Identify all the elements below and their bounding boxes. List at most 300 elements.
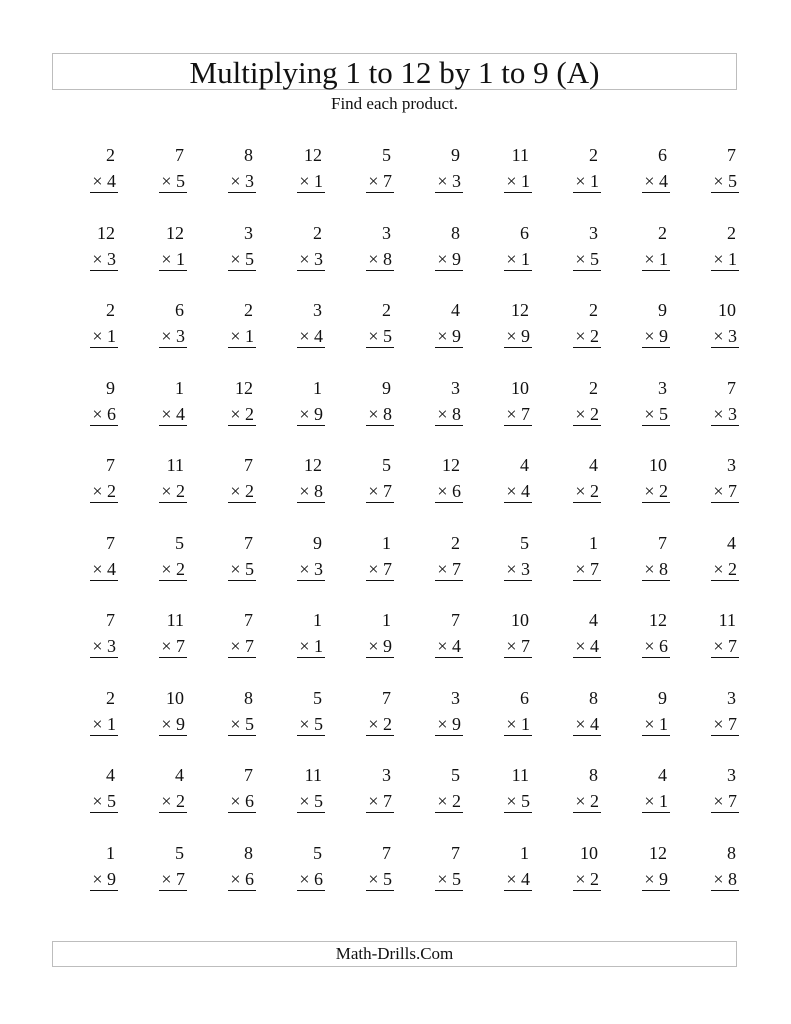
multiplier-line xyxy=(573,170,601,193)
multiplicand: 9 xyxy=(382,377,391,398)
multiplication-problem xyxy=(687,144,756,222)
multiplicand: 2 xyxy=(382,300,391,320)
multiplicand: 7 xyxy=(451,842,460,863)
multiplicand: 1 xyxy=(313,377,322,398)
multiplier: 2 xyxy=(107,481,116,501)
multiplier: 1 xyxy=(659,248,668,269)
multiplication-problem xyxy=(342,454,411,532)
multiplier: 1 xyxy=(107,713,116,734)
times-sign: × xyxy=(230,326,241,346)
times-sign: × xyxy=(437,558,448,579)
multiplier-line xyxy=(573,635,601,658)
multiplier-line xyxy=(435,635,463,658)
times-sign: × xyxy=(713,481,724,501)
multiplication-problem xyxy=(204,222,273,300)
multiplicand: 1 xyxy=(382,532,391,553)
times-sign: × xyxy=(299,791,310,811)
multiplicand: 10 xyxy=(166,687,184,708)
multiplier-line xyxy=(573,713,601,736)
times-sign: × xyxy=(644,791,655,811)
times-sign: × xyxy=(575,636,586,656)
multiplication-problem xyxy=(411,532,480,610)
multiplicand: 3 xyxy=(589,222,598,243)
times-sign: × xyxy=(437,481,448,501)
multiplication-problem xyxy=(66,842,135,920)
times-sign: × xyxy=(92,868,103,889)
multiplier: 7 xyxy=(728,713,737,734)
multiplier-line xyxy=(228,790,256,813)
multiplication-problem xyxy=(687,842,756,920)
times-sign: × xyxy=(506,558,517,579)
multiplier-line xyxy=(573,868,601,891)
multiplicand: 9 xyxy=(658,687,667,708)
multiplier-line xyxy=(228,480,256,503)
multiplicand: 1 xyxy=(520,842,529,863)
multiplier: 3 xyxy=(107,636,116,656)
multiplier: 1 xyxy=(521,248,530,269)
multiplication-problem xyxy=(687,764,756,842)
multiplier: 5 xyxy=(245,248,254,269)
multiplier: 1 xyxy=(521,713,530,734)
times-sign: × xyxy=(161,636,172,656)
multiplier: 4 xyxy=(176,403,185,424)
multiplication-problem xyxy=(618,377,687,455)
times-sign: × xyxy=(437,403,448,424)
multiplication-problem xyxy=(618,299,687,377)
multiplier: 3 xyxy=(314,248,323,269)
multiplicand: 2 xyxy=(106,300,115,320)
multiplier: 3 xyxy=(176,326,185,346)
multiplier-line xyxy=(90,248,118,271)
multiplier: 1 xyxy=(590,171,599,191)
multiplication-problem xyxy=(66,377,135,455)
multiplier: 1 xyxy=(176,248,185,269)
multiplicand: 2 xyxy=(658,222,667,243)
multiplication-problem xyxy=(66,687,135,765)
multiplier: 8 xyxy=(659,558,668,579)
multiplication-problem xyxy=(66,532,135,610)
times-sign: × xyxy=(644,171,655,191)
multiplier-line xyxy=(366,790,394,813)
multiplier-line xyxy=(435,248,463,271)
multiplier: 9 xyxy=(176,713,185,734)
multiplication-problem xyxy=(411,222,480,300)
multiplier-line xyxy=(504,868,532,891)
times-sign: × xyxy=(506,481,517,501)
multiplicand: 3 xyxy=(658,377,667,398)
multiplicand: 4 xyxy=(106,765,115,785)
multiplicand: 11 xyxy=(166,455,184,475)
multiplication-problem xyxy=(135,144,204,222)
multiplier-line xyxy=(297,403,325,426)
multiplier: 9 xyxy=(383,636,392,656)
multiplier-line xyxy=(297,480,325,503)
multiplier: 5 xyxy=(245,713,254,734)
times-sign: × xyxy=(368,171,379,191)
multiplier-line xyxy=(228,868,256,891)
times-sign: × xyxy=(230,558,241,579)
multiplier-line xyxy=(573,480,601,503)
times-sign: × xyxy=(644,868,655,889)
multiplication-problem xyxy=(66,764,135,842)
multiplier: 5 xyxy=(107,791,116,811)
multiplier: 2 xyxy=(245,481,254,501)
times-sign: × xyxy=(713,791,724,811)
multiplication-problem xyxy=(618,222,687,300)
multiplication-problem xyxy=(687,687,756,765)
multiplier: 7 xyxy=(245,636,254,656)
multiplication-problem xyxy=(273,842,342,920)
multiplier-line xyxy=(297,558,325,581)
multiplicand: 1 xyxy=(382,610,391,630)
multiplier: 2 xyxy=(590,868,599,889)
times-sign: × xyxy=(713,326,724,346)
multiplication-problem xyxy=(480,532,549,610)
multiplier: 7 xyxy=(452,558,461,579)
multiplication-problem xyxy=(135,842,204,920)
multiplicand: 7 xyxy=(106,455,115,475)
multiplier-line xyxy=(504,635,532,658)
multiplicand: 10 xyxy=(649,455,667,475)
times-sign: × xyxy=(299,868,310,889)
multiplier: 9 xyxy=(452,248,461,269)
times-sign: × xyxy=(506,636,517,656)
multiplier: 9 xyxy=(107,868,116,889)
multiplication-problem xyxy=(618,144,687,222)
times-sign: × xyxy=(92,171,103,191)
multiplicand: 7 xyxy=(175,145,184,165)
times-sign: × xyxy=(437,868,448,889)
multiplication-problem xyxy=(687,609,756,687)
multiplier-line xyxy=(159,558,187,581)
multiplier: 3 xyxy=(452,171,461,191)
multiplicand: 7 xyxy=(382,687,391,708)
multiplier: 2 xyxy=(176,481,185,501)
multiplicand: 3 xyxy=(244,222,253,243)
multiplicand: 1 xyxy=(313,610,322,630)
multiplier: 4 xyxy=(521,481,530,501)
multiplicand: 2 xyxy=(589,145,598,165)
multiplier: 6 xyxy=(452,481,461,501)
multiplication-problem xyxy=(480,609,549,687)
times-sign: × xyxy=(437,636,448,656)
times-sign: × xyxy=(575,171,586,191)
multiplier-line xyxy=(504,558,532,581)
multiplier: 5 xyxy=(245,558,254,579)
times-sign: × xyxy=(575,326,586,346)
multiplication-problem xyxy=(135,687,204,765)
multiplicand: 12 xyxy=(649,610,667,630)
multiplication-problem xyxy=(66,609,135,687)
multiplier-line xyxy=(504,403,532,426)
multiplicand: 11 xyxy=(304,765,322,785)
times-sign: × xyxy=(644,248,655,269)
multiplicand: 3 xyxy=(727,687,736,708)
multiplicand: 5 xyxy=(451,765,460,785)
multiplier-line xyxy=(159,403,187,426)
multiplier-line xyxy=(435,403,463,426)
times-sign: × xyxy=(92,713,103,734)
times-sign: × xyxy=(506,326,517,346)
multiplication-problem xyxy=(342,377,411,455)
multiplicand: 12 xyxy=(235,377,253,398)
multiplier-line xyxy=(366,635,394,658)
multiplier: 9 xyxy=(659,868,668,889)
multiplication-problem xyxy=(204,842,273,920)
problem-row xyxy=(66,454,756,532)
multiplicand: 5 xyxy=(520,532,529,553)
problem-row xyxy=(66,687,756,765)
multiplier-line xyxy=(297,868,325,891)
multiplication-problem xyxy=(342,532,411,610)
multiplier: 7 xyxy=(383,558,392,579)
times-sign: × xyxy=(92,403,103,424)
footer-credit: Math-Drills.Com xyxy=(52,941,737,967)
multiplier-line xyxy=(435,868,463,891)
times-sign: × xyxy=(506,171,517,191)
multiplicand: 4 xyxy=(589,455,598,475)
times-sign: × xyxy=(299,248,310,269)
multiplication-problem xyxy=(342,144,411,222)
multiplicand: 7 xyxy=(451,610,460,630)
multiplier-line xyxy=(435,170,463,193)
multiplier: 3 xyxy=(314,558,323,579)
multiplicand: 8 xyxy=(589,687,598,708)
times-sign: × xyxy=(92,481,103,501)
times-sign: × xyxy=(644,403,655,424)
times-sign: × xyxy=(644,558,655,579)
multiplication-problem xyxy=(204,532,273,610)
multiplicand: 3 xyxy=(313,300,322,320)
multiplicand: 2 xyxy=(313,222,322,243)
multiplier: 3 xyxy=(521,558,530,579)
multiplier-line xyxy=(504,170,532,193)
multiplier-line xyxy=(366,480,394,503)
times-sign: × xyxy=(368,481,379,501)
multiplication-problem xyxy=(687,222,756,300)
multiplication-problem xyxy=(480,764,549,842)
multiplication-problem xyxy=(549,222,618,300)
multiplier-line xyxy=(159,248,187,271)
multiplier: 7 xyxy=(728,481,737,501)
multiplier-line xyxy=(504,480,532,503)
multiplicand: 10 xyxy=(718,300,736,320)
times-sign: × xyxy=(368,326,379,346)
multiplication-problem xyxy=(135,764,204,842)
multiplier: 9 xyxy=(521,326,530,346)
multiplicand: 1 xyxy=(175,377,184,398)
multiplier: 5 xyxy=(314,713,323,734)
problem-grid xyxy=(66,144,756,919)
multiplication-problem xyxy=(273,377,342,455)
multiplier: 5 xyxy=(383,326,392,346)
multiplicand: 2 xyxy=(244,300,253,320)
times-sign: × xyxy=(230,636,241,656)
times-sign: × xyxy=(92,558,103,579)
multiplier-line xyxy=(297,248,325,271)
times-sign: × xyxy=(161,248,172,269)
multiplicand: 8 xyxy=(244,145,253,165)
multiplier: 3 xyxy=(728,326,737,346)
multiplicand: 7 xyxy=(727,377,736,398)
times-sign: × xyxy=(368,636,379,656)
times-sign: × xyxy=(299,171,310,191)
multiplication-problem xyxy=(135,222,204,300)
multiplicand: 7 xyxy=(382,842,391,863)
problem-row xyxy=(66,764,756,842)
multiplication-problem xyxy=(204,299,273,377)
multiplicand: 5 xyxy=(175,532,184,553)
times-sign: × xyxy=(161,713,172,734)
times-sign: × xyxy=(299,326,310,346)
times-sign: × xyxy=(299,403,310,424)
multiplier-line xyxy=(297,713,325,736)
multiplicand: 2 xyxy=(589,300,598,320)
multiplication-problem xyxy=(411,609,480,687)
times-sign: × xyxy=(161,171,172,191)
multiplier-line xyxy=(711,480,739,503)
multiplicand: 2 xyxy=(106,145,115,165)
times-sign: × xyxy=(368,713,379,734)
multiplier: 2 xyxy=(176,558,185,579)
multiplier-line xyxy=(297,170,325,193)
multiplicand: 8 xyxy=(244,842,253,863)
multiplier: 3 xyxy=(728,403,737,424)
multiplier: 8 xyxy=(728,868,737,889)
times-sign: × xyxy=(575,713,586,734)
multiplication-problem xyxy=(411,842,480,920)
multiplicand: 5 xyxy=(382,145,391,165)
multiplier-line xyxy=(228,325,256,348)
multiplication-problem xyxy=(411,144,480,222)
multiplier-line xyxy=(642,713,670,736)
multiplier: 2 xyxy=(590,326,599,346)
problem-row xyxy=(66,842,756,920)
multiplier: 4 xyxy=(590,713,599,734)
multiplier: 9 xyxy=(452,326,461,346)
multiplier: 6 xyxy=(659,636,668,656)
multiplier-line xyxy=(435,325,463,348)
multiplier-line xyxy=(504,325,532,348)
multiplier: 1 xyxy=(314,636,323,656)
times-sign: × xyxy=(437,713,448,734)
multiplier-line xyxy=(297,325,325,348)
multiplication-problem xyxy=(342,687,411,765)
multiplier-line xyxy=(228,403,256,426)
multiplicand: 11 xyxy=(166,610,184,630)
times-sign: × xyxy=(575,248,586,269)
multiplicand: 7 xyxy=(244,532,253,553)
times-sign: × xyxy=(437,248,448,269)
times-sign: × xyxy=(368,791,379,811)
multiplication-problem xyxy=(66,299,135,377)
times-sign: × xyxy=(299,713,310,734)
multiplier: 6 xyxy=(245,791,254,811)
multiplication-problem xyxy=(66,222,135,300)
multiplicand: 2 xyxy=(727,222,736,243)
multiplicand: 3 xyxy=(727,765,736,785)
multiplier-line xyxy=(435,713,463,736)
multiplier-line xyxy=(297,790,325,813)
multiplication-problem xyxy=(273,144,342,222)
multiplicand: 8 xyxy=(451,222,460,243)
multiplier: 7 xyxy=(590,558,599,579)
times-sign: × xyxy=(161,791,172,811)
multiplier: 5 xyxy=(452,868,461,889)
multiplier: 4 xyxy=(314,326,323,346)
multiplier-line xyxy=(711,790,739,813)
multiplier-line xyxy=(228,635,256,658)
multiplicand: 10 xyxy=(580,842,598,863)
multiplication-problem xyxy=(342,609,411,687)
multiplier-line xyxy=(642,403,670,426)
problem-row xyxy=(66,532,756,610)
multiplicand: 4 xyxy=(589,610,598,630)
multiplier-line xyxy=(642,480,670,503)
multiplication-problem xyxy=(687,454,756,532)
times-sign: × xyxy=(575,791,586,811)
times-sign: × xyxy=(506,403,517,424)
multiplicand: 9 xyxy=(313,532,322,553)
multiplier-line xyxy=(642,558,670,581)
worksheet-title: Multiplying 1 to 12 by 1 to 9 (A) xyxy=(52,53,737,90)
multiplicand: 9 xyxy=(658,300,667,320)
multiplier: 2 xyxy=(590,791,599,811)
multiplier-line xyxy=(297,635,325,658)
multiplier: 9 xyxy=(314,403,323,424)
multiplication-problem xyxy=(273,454,342,532)
multiplication-problem xyxy=(135,299,204,377)
multiplier: 3 xyxy=(245,171,254,191)
multiplicand: 7 xyxy=(244,455,253,475)
multiplier-line xyxy=(642,790,670,813)
multiplier-line xyxy=(90,713,118,736)
multiplier-line xyxy=(504,248,532,271)
multiplication-problem xyxy=(618,842,687,920)
multiplication-problem xyxy=(273,222,342,300)
multiplication-problem xyxy=(342,222,411,300)
multiplicand: 3 xyxy=(382,765,391,785)
multiplier-line xyxy=(711,558,739,581)
multiplier-line xyxy=(366,325,394,348)
multiplication-problem xyxy=(135,609,204,687)
multiplicand: 12 xyxy=(511,300,529,320)
multiplier: 2 xyxy=(728,558,737,579)
multiplier-line xyxy=(159,713,187,736)
times-sign: × xyxy=(713,403,724,424)
multiplier-line xyxy=(90,325,118,348)
multiplier-line xyxy=(642,868,670,891)
multiplication-problem xyxy=(273,609,342,687)
multiplication-problem xyxy=(204,454,273,532)
multiplicand: 1 xyxy=(106,842,115,863)
multiplier: 5 xyxy=(383,868,392,889)
multiplicand: 11 xyxy=(511,145,529,165)
multiplier: 5 xyxy=(659,403,668,424)
multiplier-line xyxy=(90,790,118,813)
times-sign: × xyxy=(161,558,172,579)
multiplication-problem xyxy=(411,764,480,842)
multiplication-problem xyxy=(411,687,480,765)
multiplicand: 9 xyxy=(106,377,115,398)
multiplier-line xyxy=(366,403,394,426)
multiplication-problem xyxy=(480,299,549,377)
multiplier-line xyxy=(504,713,532,736)
multiplier: 2 xyxy=(659,481,668,501)
times-sign: × xyxy=(299,481,310,501)
multiplicand: 2 xyxy=(451,532,460,553)
times-sign: × xyxy=(92,248,103,269)
